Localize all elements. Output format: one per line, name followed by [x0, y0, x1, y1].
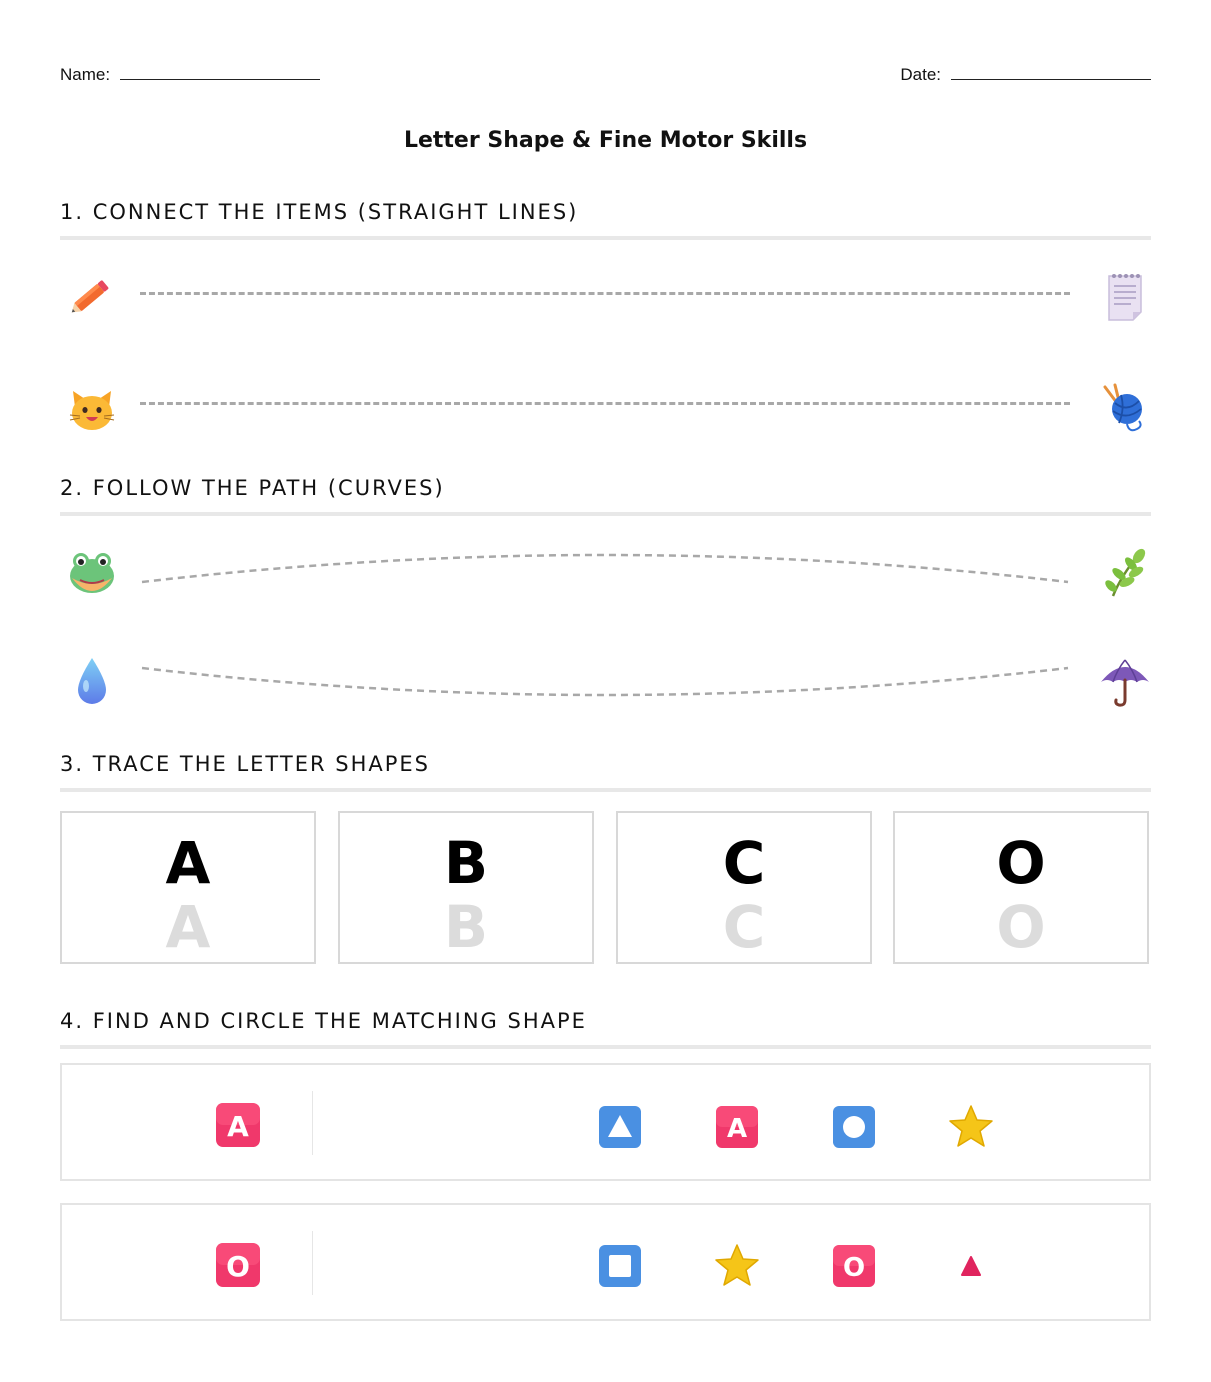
- frog-face-icon: [66, 546, 118, 598]
- worksheet-page: [60, 0, 1151, 1382]
- name-blank-line[interactable]: [120, 63, 320, 80]
- date-label: Date:: [900, 65, 941, 84]
- connect-dashed-line-2: [140, 402, 1070, 405]
- match-divider: [312, 1091, 313, 1155]
- umbrella-icon: [1099, 656, 1151, 708]
- cat-face-icon: [66, 383, 118, 435]
- trace-letter-guide[interactable]: C: [722, 893, 766, 961]
- pencil-icon: [66, 270, 118, 322]
- curve-path-bowl: [140, 662, 1070, 702]
- option-star[interactable]: [713, 1242, 761, 1290]
- option-small-triangle[interactable]: [947, 1242, 995, 1290]
- worksheet-title: Letter Shape & Fine Motor Skills: [403, 128, 808, 153]
- match-divider: [312, 1231, 313, 1295]
- name-label: Name:: [60, 65, 111, 84]
- tile-letter: O: [842, 1253, 866, 1283]
- water-drop-icon: [66, 656, 118, 708]
- date-blank-line[interactable]: [951, 63, 1151, 80]
- option-triangle-tile[interactable]: [596, 1103, 644, 1151]
- match-row-1: [60, 1063, 1151, 1181]
- herb-sprig-icon: [1099, 546, 1151, 598]
- section-heading-curves: 2. FOLLOW THE PATH (CURVES): [60, 476, 1151, 516]
- curve-path-arch: [140, 548, 1070, 588]
- connect-dashed-line-1: [140, 292, 1070, 295]
- trace-letter-model: B: [443, 829, 489, 897]
- trace-letter-guide[interactable]: O: [996, 893, 1046, 961]
- trace-letter-model: C: [722, 829, 766, 897]
- trace-letter-guide[interactable]: B: [443, 893, 489, 961]
- trace-box-b[interactable]: [338, 811, 594, 964]
- target-letter-a-tile: [214, 1101, 262, 1149]
- match-row-2: [60, 1203, 1151, 1321]
- trace-box-a[interactable]: [60, 811, 316, 964]
- tile-letter: O: [226, 1250, 250, 1283]
- tile-letter: A: [227, 1110, 249, 1143]
- section-heading-trace: 3. TRACE THE LETTER SHAPES: [60, 752, 1151, 792]
- name-field: [60, 63, 320, 86]
- yarn-ball-icon: [1099, 383, 1151, 435]
- option-star[interactable]: [947, 1103, 995, 1151]
- notepad-icon: [1099, 270, 1151, 322]
- trace-letter-model: O: [996, 829, 1046, 897]
- option-letter-a-tile[interactable]: [713, 1103, 761, 1151]
- date-field: [900, 63, 1151, 86]
- target-letter-o-tile: [214, 1241, 262, 1289]
- header-fields: [60, 63, 1151, 87]
- section-heading-match: 4. FIND AND CIRCLE THE MATCHING SHAPE: [60, 1009, 1151, 1049]
- trace-letter-model: A: [165, 829, 211, 897]
- section-heading-connect: 1. CONNECT THE ITEMS (STRAIGHT LINES): [60, 200, 1151, 240]
- trace-letter-guide[interactable]: A: [165, 893, 211, 961]
- trace-box-c[interactable]: [616, 811, 872, 964]
- option-letter-o-tile[interactable]: [830, 1242, 878, 1290]
- option-square-tile[interactable]: [596, 1242, 644, 1290]
- option-circle-tile[interactable]: [830, 1103, 878, 1151]
- tile-letter: A: [726, 1114, 748, 1144]
- trace-box-o[interactable]: [893, 811, 1149, 964]
